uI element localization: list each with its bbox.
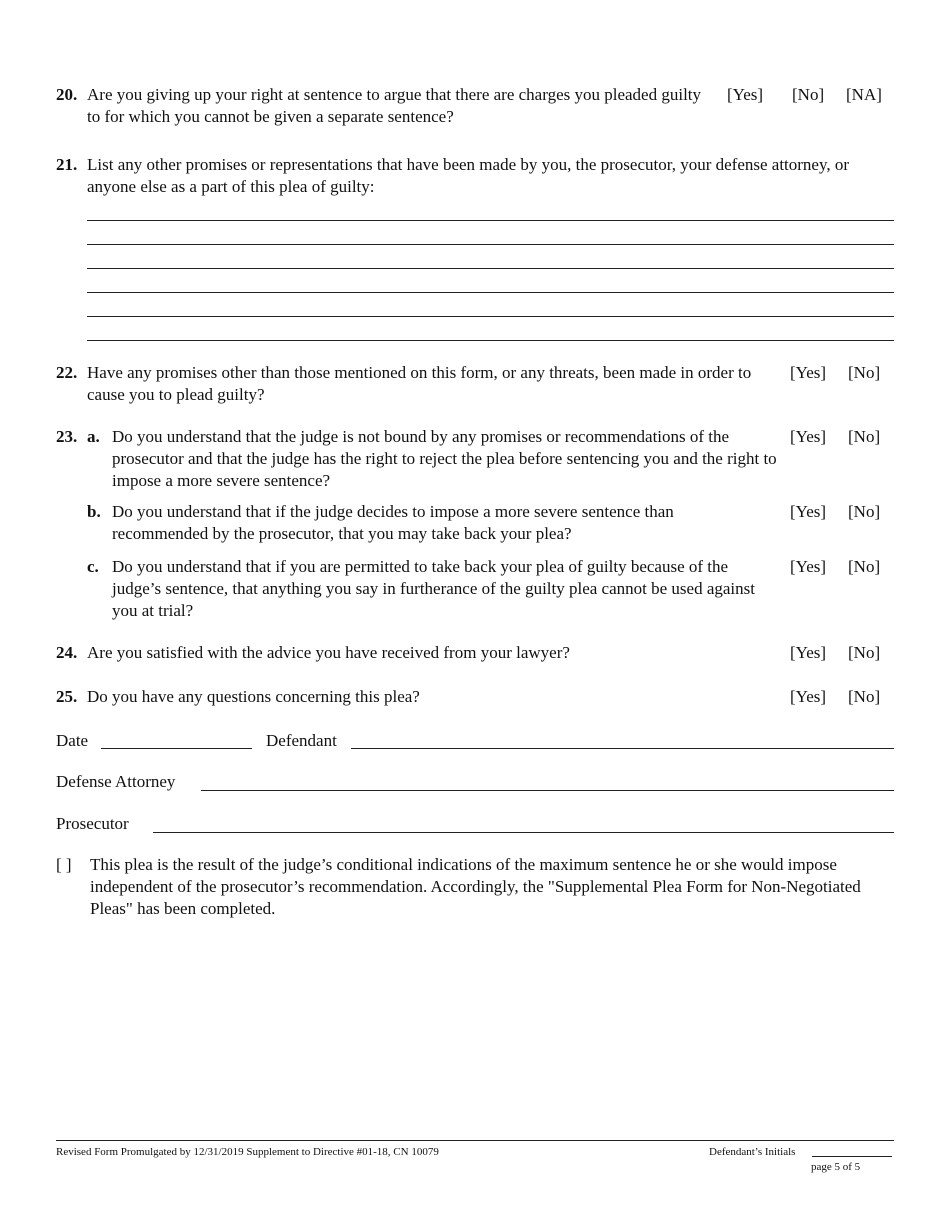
defendant-label: Defendant: [266, 731, 337, 750]
date-label: Date: [56, 731, 89, 750]
footer-divider: [56, 1140, 894, 1141]
question-23a-yes-option[interactable]: [Yes]: [790, 427, 827, 446]
question-23b-text: Do you understand that if the judge decides to impose a more severe sentence than recommended by the prosecutor, that you may take back your plea?: [112, 502, 674, 543]
prosecutor-signature-field[interactable]: [153, 832, 894, 833]
conditional-plea-checkbox[interactable]: [ ]: [56, 855, 72, 874]
prosecutor-label: Prosecutor: [56, 814, 129, 833]
answer-line-3[interactable]: [87, 268, 894, 269]
question-23a-no-option[interactable]: [No]: [848, 427, 881, 446]
question-22-number: 22.: [56, 363, 78, 382]
question-23a-label: a.: [87, 427, 100, 446]
question-22-no-option[interactable]: [No]: [848, 363, 881, 382]
question-22-text: Have any promises other than those mentioned on this form, or any threats, been made in order to cause you to plead guilty?: [87, 363, 752, 404]
answer-line-4[interactable]: [87, 292, 894, 293]
question-23c-label: c.: [87, 557, 99, 576]
question-21-text: List any other promises or representations that have been made by you, the prosecutor, your defense attorney, or anyone else as a part of this plea of guilty:: [87, 155, 850, 196]
answer-line-1[interactable]: [87, 220, 894, 221]
question-23b-yes-option[interactable]: [Yes]: [790, 502, 827, 521]
question-21-number: 21.: [56, 155, 78, 174]
question-24-no-option[interactable]: [No]: [848, 643, 881, 662]
question-25-yes-option[interactable]: [Yes]: [790, 687, 827, 706]
question-20-no-option[interactable]: [No]: [792, 85, 825, 104]
question-23b-no-option[interactable]: [No]: [848, 502, 881, 521]
defense-attorney-label: Defense Attorney: [56, 772, 176, 791]
defendant-initials-field[interactable]: [812, 1156, 892, 1157]
question-20-na-option[interactable]: [NA]: [846, 85, 882, 104]
page-number: page 5 of 5: [811, 1161, 861, 1173]
question-23c-text: Do you understand that if you are permitted to take back your plea of guilty because of the judge’s sentence, that anything you say in furtherance of the guilty plea cannot be used against you at trial?: [112, 557, 755, 620]
defense-attorney-signature-field[interactable]: [201, 790, 894, 791]
conditional-plea-text: This plea is the result of the judge’s conditional indications of the maximum sentence he or she would impose independent of the prosecutor’s recommendation. Accordingly, the "Supplemental Plea Form for Non-Negotiated Pleas" has been completed.: [90, 855, 861, 918]
defendant-initials-label: Defendant’s Initials: [709, 1146, 796, 1158]
question-23c-yes-option[interactable]: [Yes]: [790, 557, 827, 576]
defendant-signature-field[interactable]: [351, 748, 894, 749]
question-23-number: 23.: [56, 427, 78, 446]
question-24-yes-option[interactable]: [Yes]: [790, 643, 827, 662]
question-25-number: 25.: [56, 687, 78, 706]
question-23c-no-option[interactable]: [No]: [848, 557, 881, 576]
question-24-number: 24.: [56, 643, 78, 662]
question-25-text: Do you have any questions concerning this plea?: [87, 687, 420, 706]
question-25-no-option[interactable]: [No]: [848, 687, 881, 706]
question-20-number: 20.: [56, 85, 78, 104]
answer-line-2[interactable]: [87, 244, 894, 245]
question-24-text: Are you satisfied with the advice you have received from your lawyer?: [87, 643, 570, 662]
question-22-yes-option[interactable]: [Yes]: [790, 363, 827, 382]
answer-line-5[interactable]: [87, 316, 894, 317]
date-field[interactable]: [101, 748, 252, 749]
answer-line-6[interactable]: [87, 340, 894, 341]
question-23a-text: Do you understand that the judge is not bound by any promises or recommendations of the prosecutor and that the judge has the right to reject the plea before sentencing you and the right to impose a more severe sentence?: [112, 427, 777, 490]
question-20-text: Are you giving up your right at sentence to argue that there are charges you pleaded guilty to for which you cannot be given a separate sentence?: [87, 85, 702, 126]
footer-revision-note: Revised Form Promulgated by 12/31/2019 Supplement to Directive #01-18, CN 10079: [56, 1146, 439, 1158]
question-20-yes-option[interactable]: [Yes]: [727, 85, 764, 104]
question-23b-label: b.: [87, 502, 101, 521]
